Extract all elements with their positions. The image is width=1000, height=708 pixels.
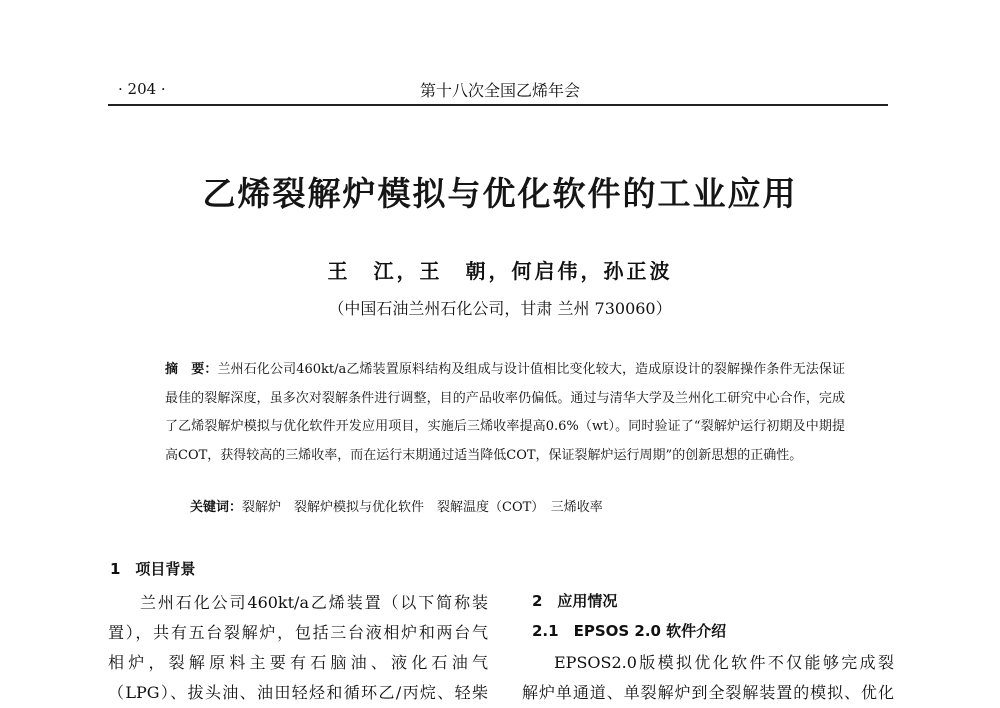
- page-number: · 204 ·: [118, 80, 166, 98]
- section-2-1-heading: 2.1 EPSOS 2.0 软件介绍: [532, 622, 727, 640]
- running-header: 第十八次全国乙烯年会: [419, 81, 580, 100]
- keywords-text: 裂解炉 裂解炉模拟与优化软件 裂解温度（COT） 三烯收率: [242, 500, 603, 515]
- keywords-label: 关键词：: [190, 500, 243, 515]
- authors: 王 江，王 朝，何启伟，孙正波: [327, 259, 673, 283]
- section-2-heading: 2 应用情况: [532, 592, 618, 610]
- paper-title: 乙烯裂解炉模拟与优化软件的工业应用: [202, 174, 798, 213]
- abstract: [165, 356, 845, 470]
- body-line: 兰州石化公司460kt/a乙烯装置（以下简称装: [140, 593, 488, 612]
- keywords: [190, 496, 603, 515]
- body-line: EPSOS2.0版模拟优化软件不仅能够完成裂: [554, 653, 894, 672]
- affiliation: （中国石油兰州石化公司，甘肃 兰州 730060）: [328, 299, 672, 318]
- section-1-body: [108, 588, 488, 708]
- abstract-text: 兰州石化公司460kt/a乙烯装置原料结构及组成与设计值相比变化较大，造成原设计的裂解操作条件无法保证最佳的裂解深度，虽多次对裂解条件进行调整，目的产品收率仍偏低。通过与清华大学及兰州化工研究中心合作，完成了乙烯裂解炉模拟与优化软件开发应用项目，实施后三烯收率提高0.6%（wt）。同时验证了“裂解炉运行初期及中期提高COT，获得较高的三烯收率，而在运行末期通过适当降低COT，保证裂解炉运行周期”的创新思想的正确性。: [165, 362, 845, 463]
- body-line: 置），共有五台裂解炉，包括三台液相炉和两台气: [108, 623, 488, 642]
- abstract-label: 摘 要：: [165, 362, 218, 377]
- section-2-body: [522, 648, 894, 708]
- header-rule: [108, 104, 888, 106]
- body-line: 相炉，裂解原料主要有石脑油、液化石油气: [108, 653, 488, 672]
- body-line: （LPG）、拔头油、油田轻烃和循环乙/丙烷、轻柴: [108, 683, 488, 702]
- section-1-heading: 1 项目背景: [110, 560, 196, 578]
- body-line: 解炉单通道、单裂解炉到全裂解装置的模拟、优化: [522, 683, 894, 702]
